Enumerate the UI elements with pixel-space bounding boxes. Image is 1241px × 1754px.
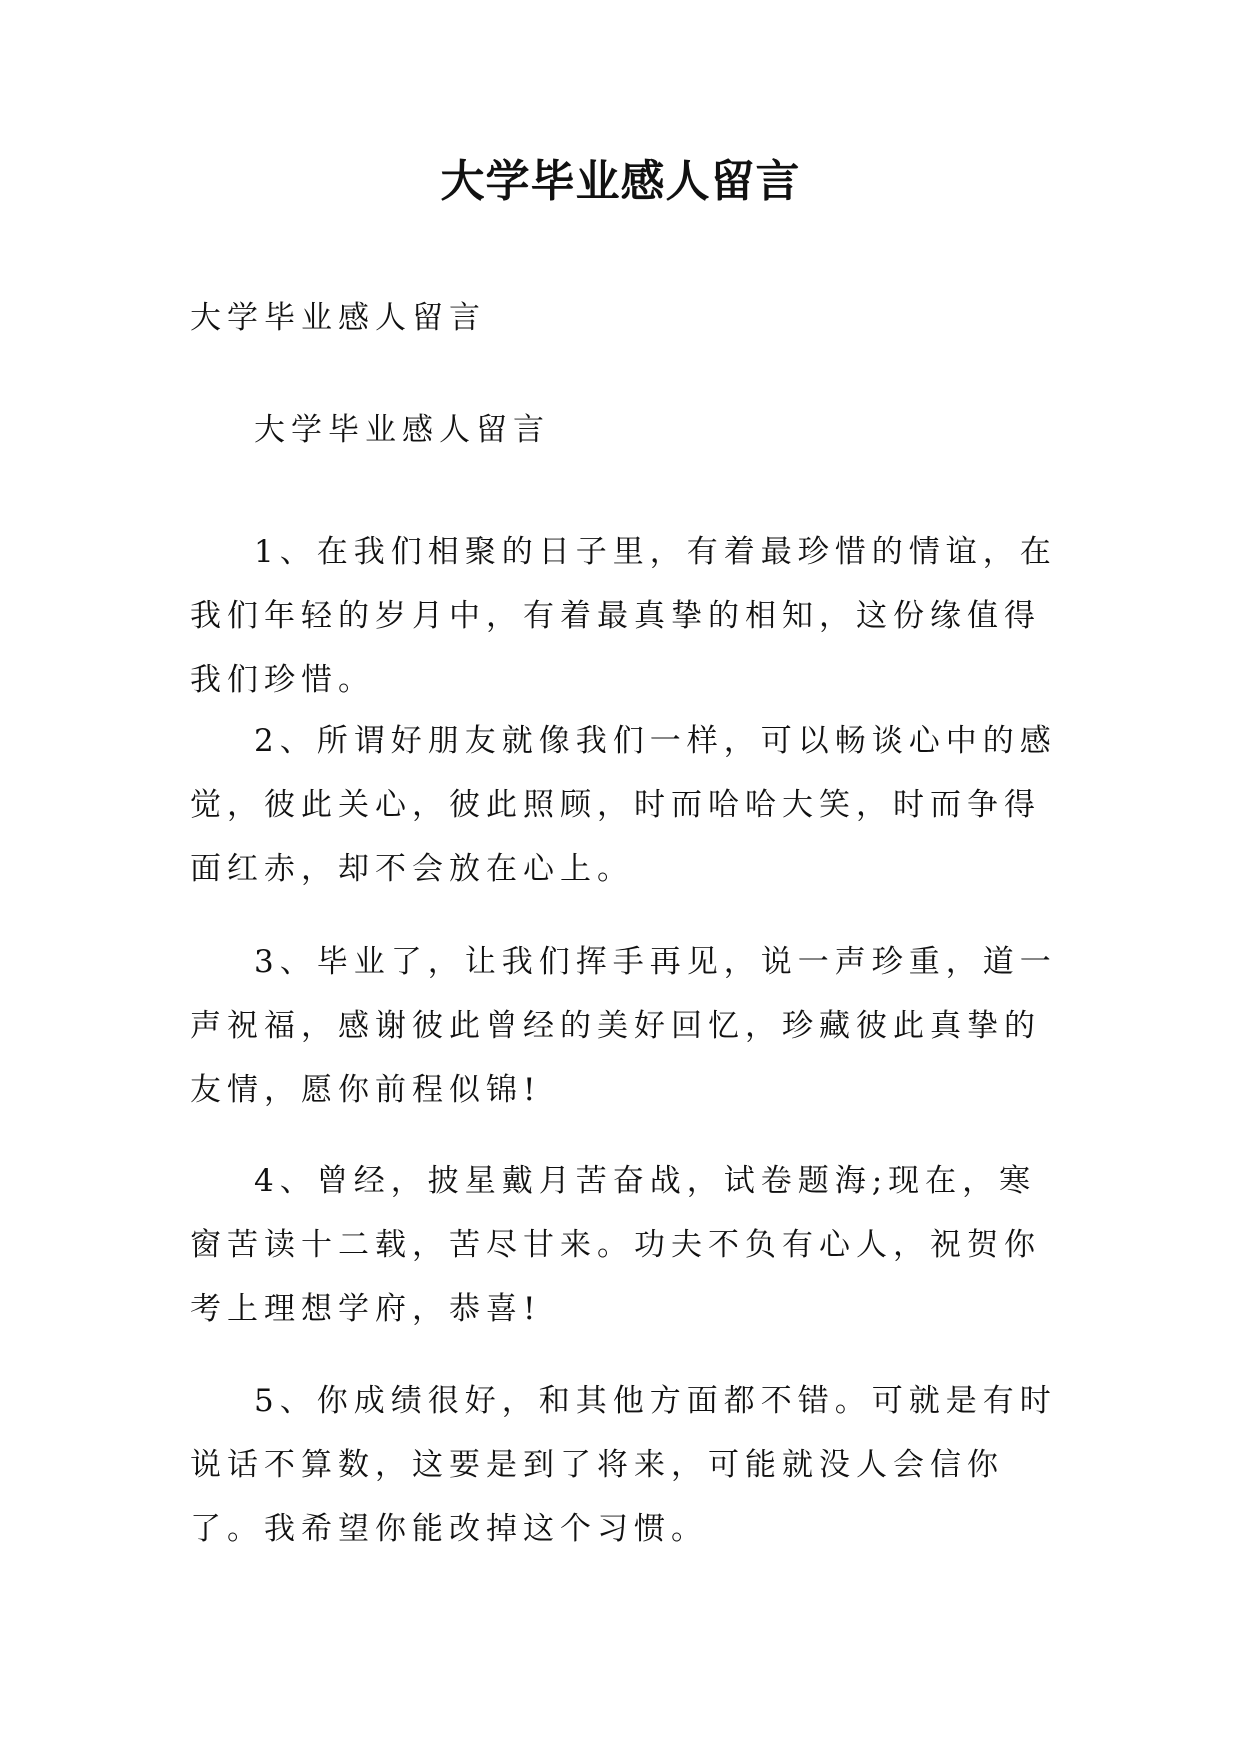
subtitle-line: 大学毕业感人留言 (190, 300, 486, 336)
page-title: 大学毕业感人留言 (440, 156, 801, 207)
indented-heading: 大学毕业感人留言 (254, 412, 550, 448)
paragraph-5: 5、你成绩很好，和其他方面都不错。可就是有时说话不算数，这要是到了将来，可能就没人会信你了。我希望你能改掉这个习惯。 (190, 1383, 1057, 1547)
paragraph-4: 4、曾经，披星戴月苦奋战，试卷题海;现在，寒窗苦读十二载，苦尽甘来。功夫不负有心人，祝贺你考上理想学府，恭喜! (190, 1163, 1041, 1327)
paragraph-1: 1、在我们相聚的日子里，有着最珍惜的情谊，在我们年轻的岁月中，有着最真挚的相知，这份缘值得我们珍惜。 (190, 534, 1057, 698)
paragraph-2: 2、所谓好朋友就像我们一样，可以畅谈心中的感觉，彼此关心，彼此照顾，时而哈哈大笑，时而争得面红赤，却不会放在心上。 (190, 723, 1057, 887)
paragraph-3: 3、毕业了，让我们挥手再见，说一声珍重，道一声祝福，感谢彼此曾经的美好回忆，珍藏彼此真挚的友情，愿你前程似锦! (190, 944, 1057, 1108)
